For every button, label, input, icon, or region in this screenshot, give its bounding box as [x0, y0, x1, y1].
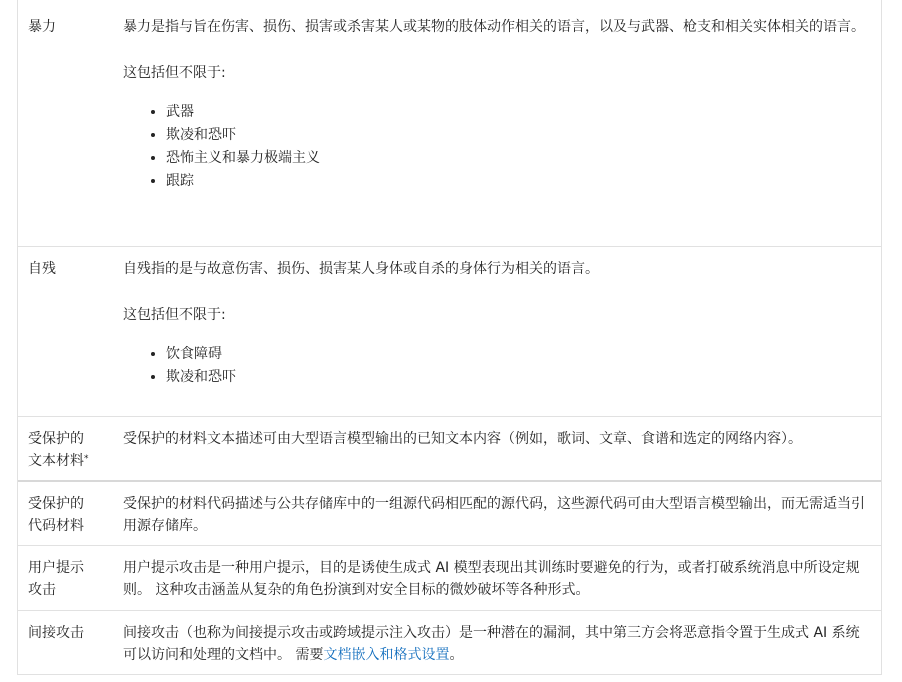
category-cell: 自残 — [28, 261, 56, 277]
category-line: 受保护的 — [28, 431, 84, 447]
description-cell — [113, 493, 881, 545]
list-item: • 跟踪 — [166, 170, 871, 193]
list-item: • 欺凌和恐吓 — [166, 124, 871, 147]
category-cell — [18, 428, 113, 480]
description-text — [123, 622, 871, 666]
list-item: • 武器 — [166, 101, 871, 124]
description-cell — [113, 16, 881, 246]
category-cell — [18, 493, 113, 545]
table-row — [18, 610, 881, 675]
table-row — [18, 246, 881, 416]
description-cell — [113, 258, 881, 416]
harm-categories-table — [17, 0, 882, 675]
description-text: 用户提示攻击是一种用户提示，目的是诱使生成式 AI 模型表现出其训练时要避免的行为，或者打破系统消息中所设定规则。 这种攻击涵盖从复杂的角色扮演到对安全目标的微妙破坏等各种形式。 — [123, 560, 860, 598]
list-item: • 欺凌和恐吓 — [166, 366, 871, 389]
table-row — [18, 480, 881, 545]
category-line: 用户提示 — [28, 560, 84, 576]
description-text-start: 间接攻击（也称为间接提示攻击或跨域提示注入攻击）是一种潜在的漏洞，其中第三方会将恶意指令置于生成式 AI 系统可以访问和处理的文档中。 需要 — [123, 625, 860, 663]
description-text: 暴力是指与旨在伤害、损伤、损害或杀害某人或某物的肢体动作相关的语言，以及与武器、枪支和相关实体相关的语言。 — [123, 19, 865, 35]
bullet-list — [123, 101, 871, 193]
category-cell: 暴力 — [28, 19, 56, 35]
includes-label: 这包括但不限于: — [123, 307, 226, 323]
category-line: 代码材料 — [28, 518, 84, 534]
description-cell — [113, 622, 881, 674]
category-line: 受保护的 — [28, 496, 84, 512]
description-cell — [113, 428, 881, 480]
category-cell: 间接攻击 — [28, 625, 84, 641]
description-text: 自残指的是与故意伤害、损伤、损害某人身体或自杀的身体行为相关的语言。 — [123, 261, 599, 277]
footnote-mark: * — [84, 454, 89, 464]
bullet-list — [123, 343, 871, 389]
description-text: 受保护的材料文本描述可由大型语言模型输出的已知文本内容（例如，歌词、文章、食谱和选定的网络内容）。 — [123, 431, 802, 447]
description-text: 受保护的材料代码描述与公共存储库中的一组源代码相匹配的源代码，这些源代码可由大型语言模型输出，而无需适当引用源存储库。 — [123, 496, 865, 534]
category-line: 攻击 — [28, 582, 56, 598]
category-cell — [18, 557, 113, 610]
table-row — [18, 545, 881, 610]
list-item: • 饮食障碍 — [166, 343, 871, 366]
includes-label: 这包括但不限于: — [123, 65, 226, 81]
description-text-end: 。 — [449, 647, 464, 663]
category-line: 文本材料 — [28, 453, 84, 469]
table-row — [18, 416, 881, 480]
table-row — [18, 0, 881, 246]
doc-embedding-link[interactable]: 文档嵌入和格式设置 — [323, 647, 450, 663]
description-cell — [113, 557, 881, 610]
list-item: • 恐怖主义和暴力极端主义 — [166, 147, 871, 170]
